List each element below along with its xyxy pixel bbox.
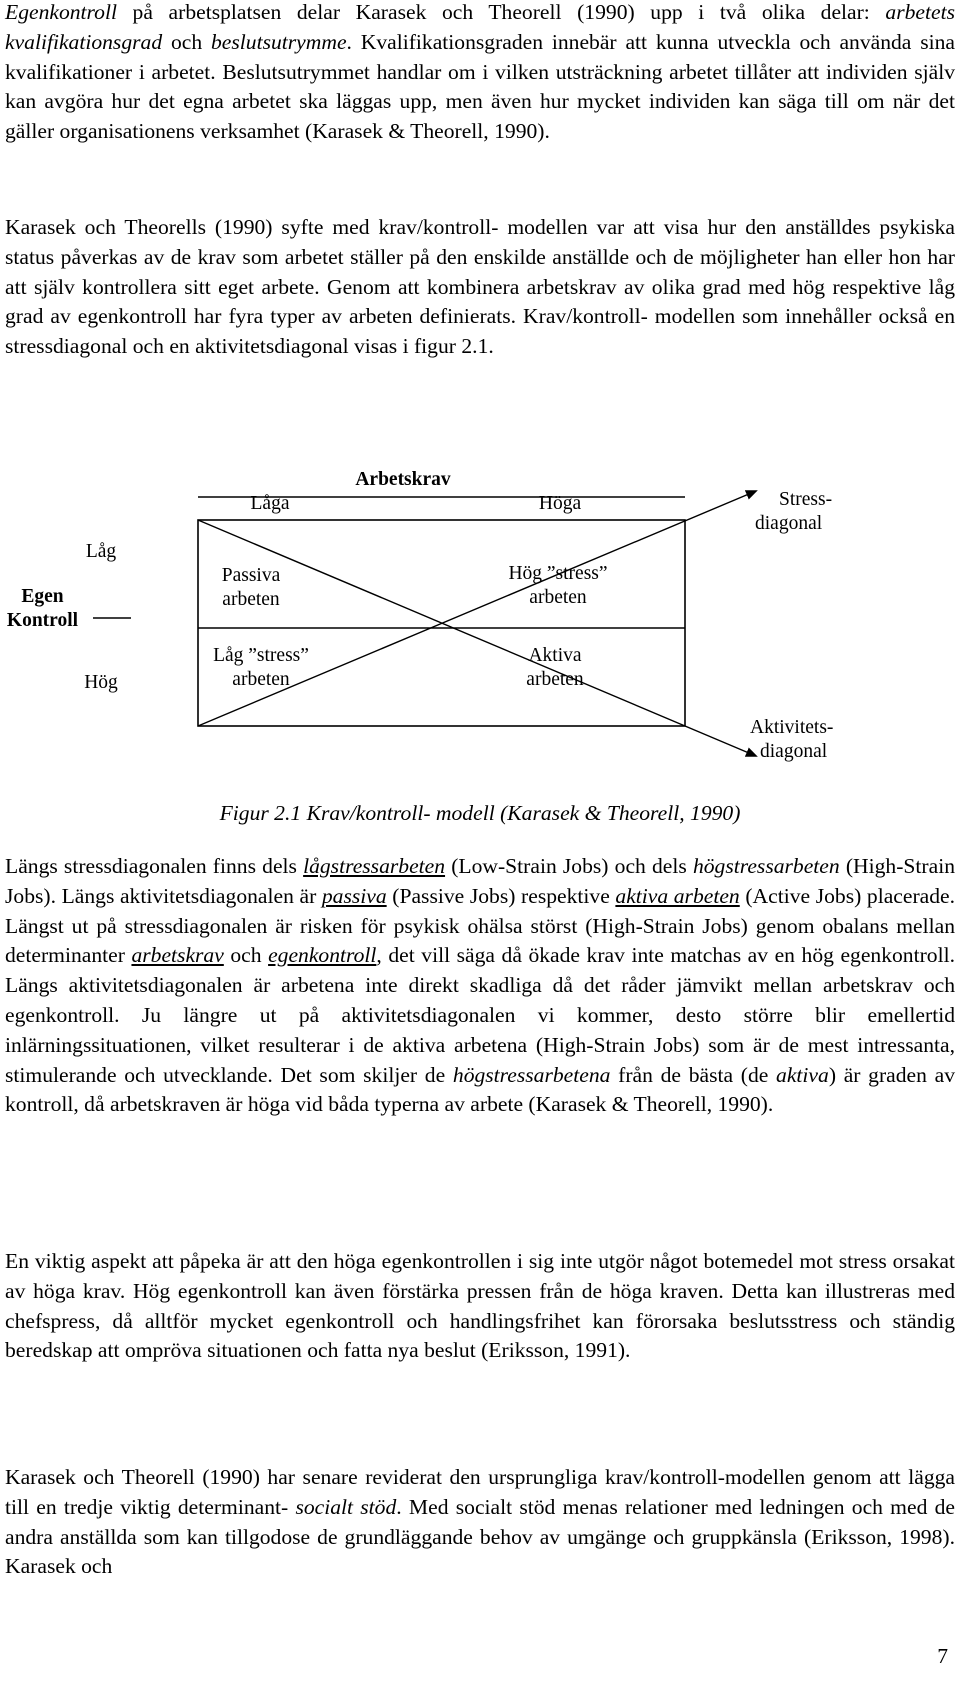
axis-label-line: Kontroll — [6, 610, 79, 631]
text-run: från de bästa (de — [610, 1062, 777, 1087]
row-label-lag: Låg — [85, 541, 117, 562]
cell-line: Passiva — [221, 565, 281, 586]
activity-diagonal-label — [750, 716, 870, 764]
activity-diagonal-line — [198, 520, 756, 756]
diagonal-label-line: Aktivitets- — [750, 717, 834, 738]
emphasis-socialt-stod: socialt stöd — [295, 1494, 397, 1519]
text-run: (Passive Jobs) respektive — [386, 883, 616, 908]
axis-label-egen-kontroll — [0, 585, 85, 633]
emphasis-kvalifikationsgrad: arbetets kvalifikationsgrad — [5, 0, 955, 54]
emphasis-hogstressarbeten: högstressarbeten — [692, 854, 840, 878]
stress-diagonal-label — [755, 488, 875, 536]
text-run: och — [223, 943, 269, 968]
text-run: , det vill säga då ökade krav inte matchas av en hög egenkontroll. Längs aktivitetsdiagonalen är arbetena inte direkt skadliga då det råder jämvikt mellan arbetskrav och egenkontroll. Ju längre ut på aktivitetsdiagonalen vi kommer, desto större blir emellertid inlärningssituationen, vilket resulterar i de aktiva arbetena (High-Strain Jobs) som är de mest intressanta, stimulerande och utvecklande. Det som skiljer de — [5, 943, 955, 1087]
text-run: Karasek och Theorell (1990) har senare reviderat den ursprungliga krav/kontroll-modellen genom att lägga till en tredje viktig determinant- — [5, 1465, 955, 1519]
figure-caption: Figur 2.1 Krav/kontroll- modell (Karasek & Theorell, 1990) — [219, 801, 741, 825]
emphasis-egenkontroll: Egenkontroll — [5, 0, 117, 24]
figure-title-arbetskrav: Arbetskrav — [355, 469, 451, 490]
emphasis-arbetskrav: arbetskrav — [131, 943, 224, 968]
text-run: (Active Jobs) placerade. Längst ut på stressdiagonalen är risken för psykisk ohälsa störst (High-Strain Jobs) genom obalans mellan determinanter — [5, 883, 956, 968]
column-label-laga: Låga — [250, 493, 290, 514]
axis-label-line: Egen — [21, 586, 64, 607]
diagonal-label-line: diagonal — [760, 741, 828, 762]
emphasis-passiva: passiva — [321, 883, 387, 908]
cell-line: arbeten — [232, 669, 290, 690]
cell-line: arbeten — [526, 669, 584, 690]
paragraph-diagonals — [5, 852, 955, 1120]
text-run: och — [162, 29, 211, 54]
text-run: (High-Strain Jobs). Längs aktivitetsdiagonalen är — [5, 854, 955, 908]
cell-line: Låg ”stress” — [213, 645, 309, 666]
row-label-hog: Hög — [84, 672, 118, 693]
text-run: . Med socialt stöd menas relationer med ledningen och med de andra anställda som kan tillgodose de grundläggande behov av umgänge och gruppkänsla (Eriksson, 1998). Karasek och — [5, 1494, 955, 1579]
cell-line: Aktiva — [528, 645, 582, 666]
column-label-hoga: Höga — [538, 493, 582, 514]
emphasis-aktiva: aktiva — [776, 1062, 829, 1087]
text-run: Längs stressdiagonalen finns dels — [5, 854, 304, 878]
text-run: ) är graden av kontroll, då arbetskraven är höga vid båda typerna av arbete (Karasek & Theorell, 1990). — [5, 1062, 956, 1117]
cell-passiva-arbeten — [196, 564, 306, 612]
emphasis-hogstressarbetena: högstressarbetena — [452, 1062, 611, 1087]
text-run: . Kvalifikationsgraden innebär att kunna utveckla och använda sina kvalifikationer i arbetet. Beslutsutrymmet handlar om i vilken utsträckning arbetet tillåter att individen själv kan avgöra hur det egna arbetet ska läggas upp, men även hur mycket individen kan säga till om när det gäller organisationens verksamhet (Karasek & Theorell, 1990). — [5, 29, 955, 144]
emphasis-lagstressarbeten: lågstressarbeten — [303, 854, 446, 878]
paragraph-model-purpose: Karasek och Theorells (1990) syfte med krav/kontroll- modellen var att visa hur den anställdes psykiska status påverkas av de krav som arbetet ställer på den enskilde anställde och de möjligheter han eller hon har att själv kontrollera sitt eget arbete. Genom att kombinera arbetskrav av olika grad med hög respektive låg grad av egenkontroll har fyra typer av arbeten definierats. Krav/kontroll- modellen som innehåller också en stressdiagonal och en aktivitetsdiagonal visas i figur 2.1. — [5, 215, 955, 359]
emphasis-egenkontroll: egenkontroll — [268, 943, 377, 968]
page-number: 7 — [937, 1644, 948, 1668]
cell-line: arbeten — [222, 589, 280, 610]
emphasis-aktiva-arbeten: aktiva arbeten — [615, 883, 740, 908]
diagonal-label-line: Stress- — [779, 489, 833, 510]
cell-hog-stress-arbeten — [493, 562, 623, 610]
text-run: på arbetsplatsen delar Karasek och Theorell (1990) upp i två olika delar: — [116, 0, 886, 24]
diagonal-label-line: diagonal — [755, 513, 823, 534]
cell-line: Hög ”stress” — [508, 563, 608, 584]
cell-lag-stress-arbeten — [196, 644, 326, 692]
cell-aktiva-arbeten — [505, 644, 605, 692]
text-run: (Low-Strain Jobs) och dels — [445, 854, 693, 878]
paragraph-high-control: En viktig aspekt att påpeka är att den höga egenkontrollen i sig inte utgör något botemedel mot stress orsakat av höga krav. Hög egenkontroll kan även förstärka pressen från de höga kraven. Detta kan illustreras med chefspress, då alltför mycket egenkontroll och handlingsfrihet kan förorsaka beslutsstress och ständig beredskap att ompröva situationen och fatta nya beslut (Eriksson, 1991). — [5, 1249, 955, 1363]
cell-line: arbeten — [529, 587, 587, 608]
emphasis-beslutsutrymme: beslutsutrymme — [210, 29, 347, 54]
paragraph-social-support — [5, 1463, 955, 1582]
